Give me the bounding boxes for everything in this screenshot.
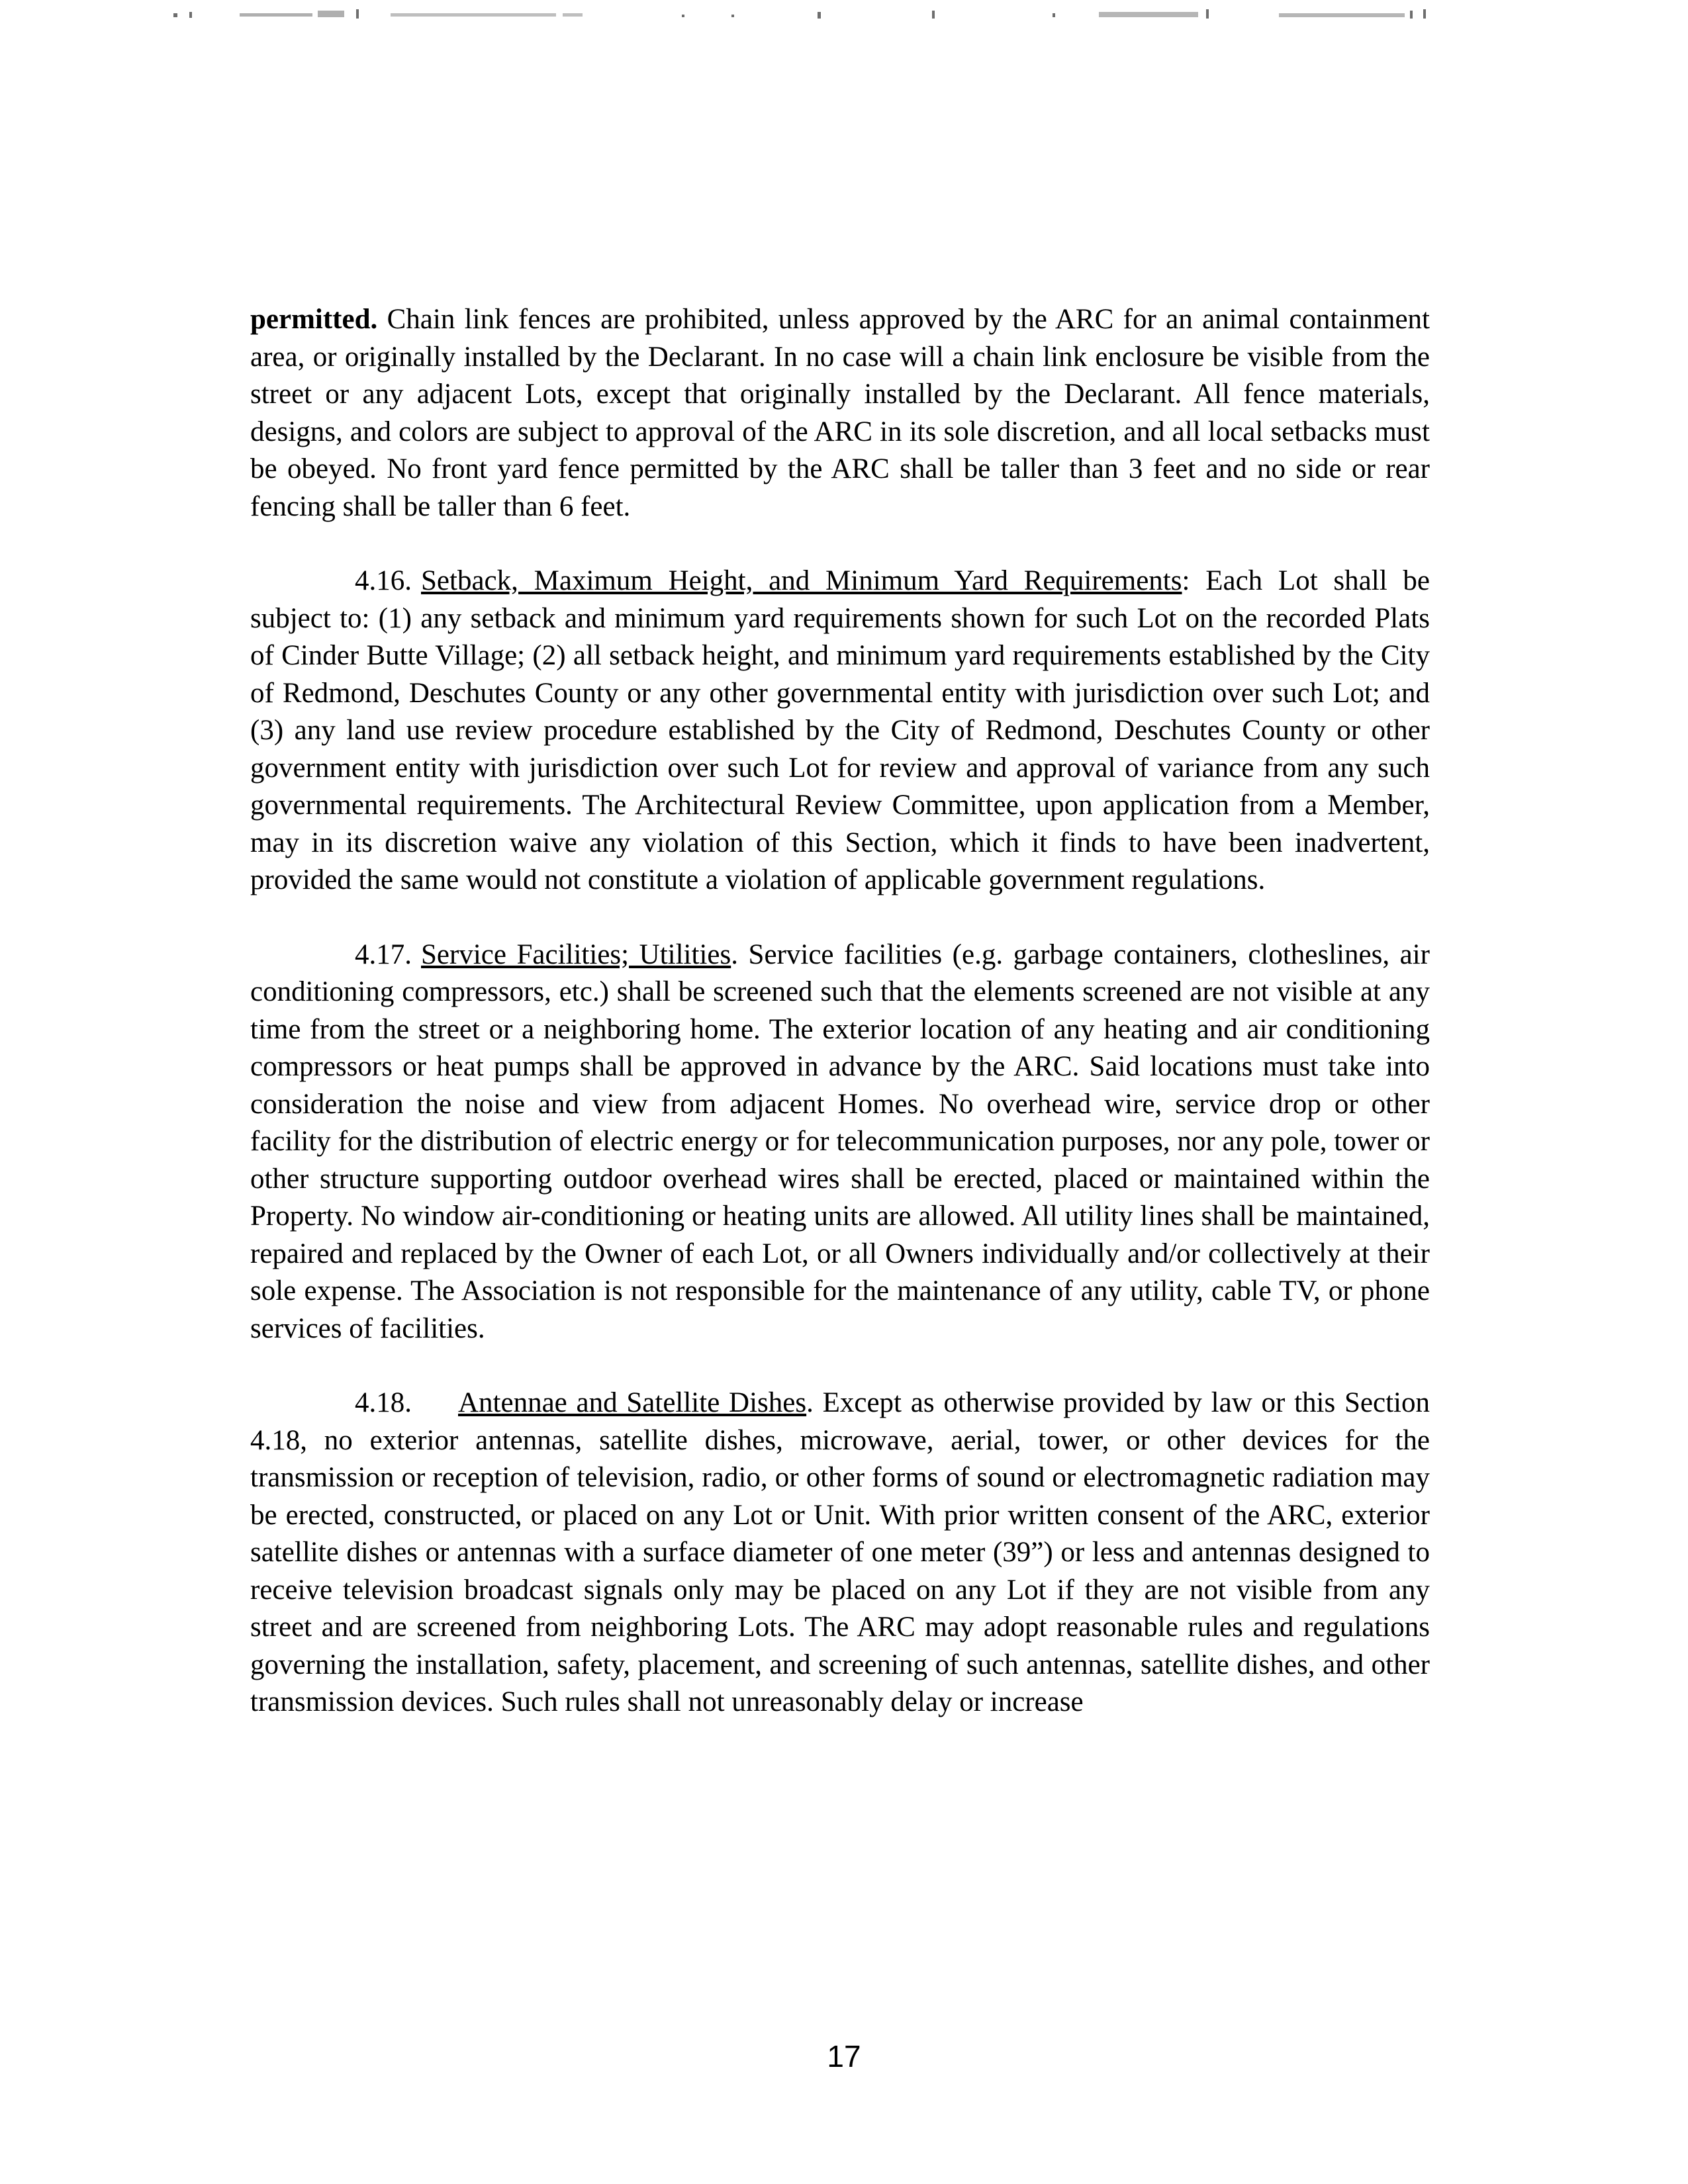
section-4-17 bbox=[250, 936, 1430, 1348]
section-heading-separator: . bbox=[731, 938, 738, 970]
section-4-18 bbox=[250, 1385, 1430, 1721]
section-text: Service facilities (e.g. garbage containers, clotheslines, air conditioning compressors, etc.) shall be screened such that the elements screened are not visible at any time from the street or a neighboring home. The exterior location of any heating and air conditioning compressors or heat pumps shall be approved in advance by the ARC. Said locations must take into consideration the noise and view from adjacent Homes. No overhead wire, service drop or other facility for the distribution of electric energy or for telecommunication purposes, nor any pole, tower or other structure supporting outdoor overhead wires shall be erected, placed or maintained within the Property. No window air-conditioning or heating units are allowed. All utility lines shall be maintained, repaired and replaced by the Owner of each Lot, or all Owners individually and/or collectively at their sole expense. The Association is not responsible for the maintenance of any utility, cable TV, or phone services of facilities. bbox=[250, 938, 1430, 1344]
page-number: 17 bbox=[827, 2039, 861, 2073]
section-number: 4.17. bbox=[355, 938, 412, 970]
section-heading: Setback, Maximum Height, and Minimum Yard Requirements bbox=[421, 565, 1182, 596]
section-heading-separator: : bbox=[1182, 565, 1190, 596]
section-heading: Service Facilities; Utilities bbox=[421, 938, 731, 970]
paragraph-text: Chain link fences are prohibited, unless approved by the ARC for an animal containment area, or originally installed by the Declarant. In no case will a chain link enclosure be visible from the street or any adjacent Lots, except that originally installed by the Declarant. All fence materials, designs, and colors are subject to approval of the ARC in its sole discretion, and all local setbacks must be obeyed. No front yard fence permitted by the ARC shall be taller than 3 feet and no side or rear fencing shall be taller than 6 feet. bbox=[250, 304, 1430, 522]
section-heading-separator: . bbox=[806, 1387, 814, 1418]
section-text: Each Lot shall be subject to: (1) any setback and minimum yard requirements shown for such Lot on the recorded Plats of Cinder Butte Village; (2) all setback height, and minimum yard requirements established by the City of Redmond, Deschutes County or any other governmental entity with jurisdiction over such Lot; and (3) any land use review procedure established by the City of Redmond, Deschutes County or other government entity with jurisdiction over such Lot for review and approval of variance from any such governmental requirements. The Architectural Review Committee, upon application from a Member, may in its discretion waive any violation of this Section, which it finds to have been inadvertent, provided the same would not constitute a violation of applicable government regulations. bbox=[250, 565, 1430, 895]
section-number: 4.18. bbox=[355, 1387, 412, 1418]
document-body bbox=[250, 301, 1430, 1758]
section-4-16 bbox=[250, 563, 1430, 899]
paragraph-lead-word: permitted. bbox=[250, 304, 378, 335]
section-number: 4.16. bbox=[355, 565, 412, 596]
continued-paragraph bbox=[250, 301, 1430, 525]
section-text: Except as otherwise provided by law or this Section 4.18, no exterior antennas, satellite dishes, microwave, aerial, tower, or other devices for the transmission or reception of television, radio, or other forms of sound or electromagnetic radiation may be erected, constructed, or placed on any Lot or Unit. With prior written consent of the ARC, exterior satellite dishes or antennas with a surface diameter of one meter (39”) or less and antennas designed to receive television broadcast signals only may be placed on any Lot if they are not visible from any street and are screened from neighboring Lots. The ARC may adopt reasonable rules and regulations governing the installation, safety, placement, and screening of such antennas, satellite dishes, and other transmission devices. Such rules shall not unreasonably delay or increase bbox=[250, 1387, 1430, 1717]
scan-artifact-top-edge bbox=[0, 0, 1688, 40]
section-heading: Antennae and Satellite Dishes bbox=[458, 1387, 807, 1418]
